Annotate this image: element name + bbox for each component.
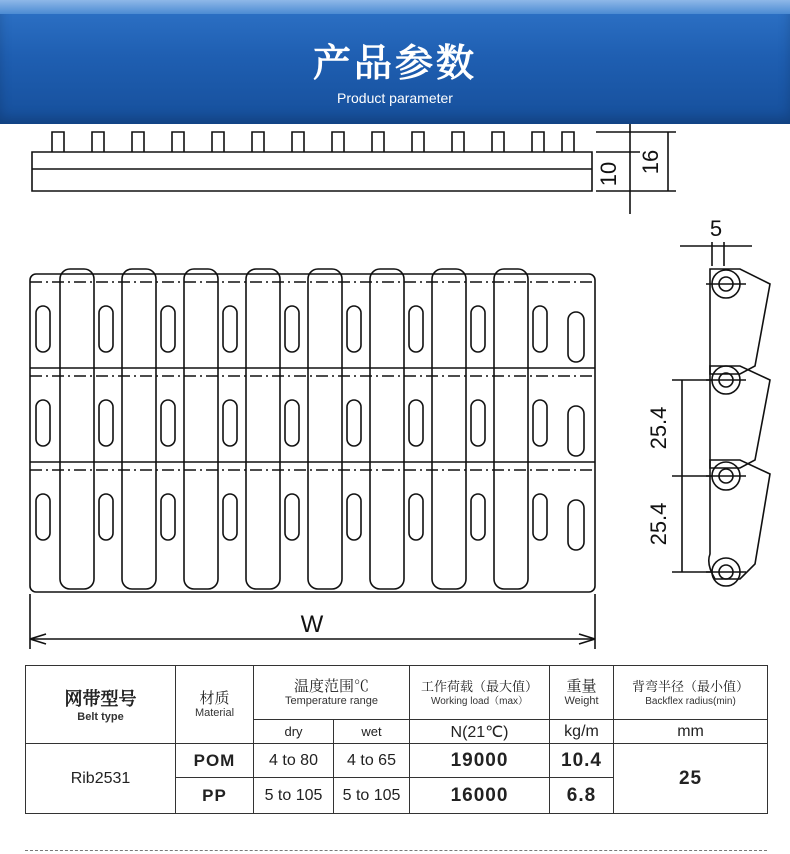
unit-backflex: mm (614, 720, 768, 744)
pp-dry: 5 to 105 (254, 778, 334, 814)
bottom-divider (25, 850, 767, 851)
unit-weight: kg/m (550, 720, 614, 744)
backflex-cn: 背弯半径（最小值） (632, 678, 750, 694)
unit-load: N(21℃) (410, 720, 550, 744)
page-subtitle: Product parameter (337, 90, 453, 106)
dim-width-label: W (300, 611, 324, 638)
model-cell: Rib2531 (26, 744, 176, 814)
pom-weight: 10.4 (550, 744, 614, 778)
header-banner (0, 0, 790, 124)
dim-pitch-2-label: 25.4 (646, 502, 671, 546)
page-title: 产品参数 (312, 41, 477, 85)
pom-wet: 4 to 65 (334, 744, 410, 778)
belt-type-en: Belt type (77, 711, 124, 723)
dim-16-label: 16 (638, 149, 663, 175)
dim-5-label: 5 (709, 216, 723, 241)
weight-cn: 重量 (566, 677, 597, 695)
header-temperature (254, 666, 410, 720)
dim-10-label: 10 (596, 161, 621, 187)
material-cn: 材质 (199, 689, 230, 707)
header-top-bar (0, 0, 790, 14)
side-profile (32, 124, 676, 214)
dim-pitch-1-label: 25.4 (646, 406, 671, 450)
header-load (410, 666, 550, 720)
link-side-view (672, 242, 770, 586)
header-backflex (614, 666, 768, 720)
header-belt-type (26, 666, 176, 744)
unit-wet: wet (334, 720, 410, 744)
material-pom: POM (176, 744, 254, 778)
material-pp: PP (176, 778, 254, 814)
backflex-en: Backflex radius(min) (645, 695, 736, 707)
pp-load: 16000 (410, 778, 550, 814)
header-weight (550, 666, 614, 720)
unit-dry: dry (254, 720, 334, 744)
technical-drawing (0, 124, 790, 664)
belt-type-cn: 网带型号 (64, 689, 137, 709)
pp-wet: 5 to 105 (334, 778, 410, 814)
spec-table (25, 665, 768, 814)
temp-en: Temperature range (285, 694, 378, 707)
temp-cn: 温度范围℃ (294, 677, 370, 695)
load-en: Working load（max） (430, 695, 529, 707)
weight-en: Weight (564, 694, 599, 707)
pom-load: 19000 (410, 744, 550, 778)
backflex-value: 25 (614, 744, 768, 814)
pp-weight: 6.8 (550, 778, 614, 814)
top-view (30, 269, 595, 649)
load-cn: 工作荷载（最大值） (421, 678, 539, 694)
material-en: Material (194, 706, 235, 719)
header-material (176, 666, 254, 744)
pom-dry: 4 to 80 (254, 744, 334, 778)
